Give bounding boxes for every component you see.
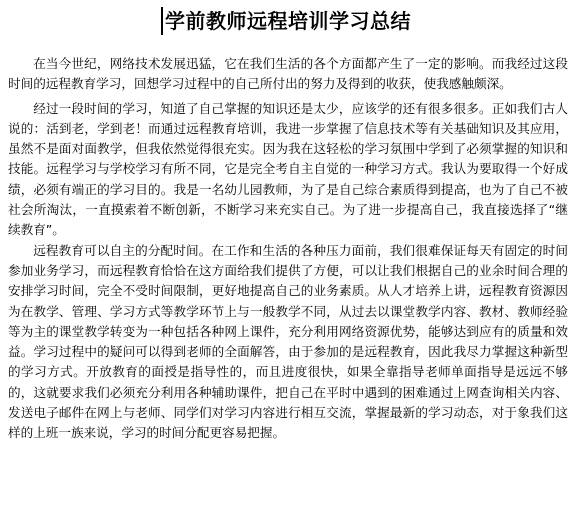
paragraph-2[interactable]: 经过一段时间的学习，知道了自己掌握的知识还是太少，应该学的还有很多很多。正如我们古人说的：活到老，学到老！而通过远程教育培训，我进一步掌握了信息技术等有关基础知识及其应用，虽然不是面对面教学，但我依然觉得很充实。因为我在这轻松的学习氛围中学到了必须掌握的知识和技能。远程学习与学校学习有所不同，它是完全考自主自觉的一种学习方式。我认为要取得一个好成绩，必须有端正的学习目的。我是一名幼儿园教师，为了是自己综合素质得到提高，也为了自己不被社会所淘汰，一直摸索着不断创新，不断学习来充实自己。为了进一步提高自己，我直接选择了“继续教育”。 [8, 100, 568, 238]
document-title[interactable] [165, 8, 411, 34]
title-row [8, 8, 568, 48]
document-title-text: 学前教师远程培训学习总结 [165, 9, 411, 33]
paragraph-1[interactable]: 在当今世纪，网络技术发展迅猛，它在我们生活的各个方面都产生了一定的影响。而我经过这段时间的远程教育学习，回想学习过程中的自己所付出的努力及得到的收获，使我感触颇深。 [8, 56, 568, 92]
text-cursor [161, 7, 163, 35]
paragraph-3[interactable]: 远程教育可以自主的分配时间。在工作和生活的各种压力面前，我们很难保证每天有固定的时间参加业务学习，而远程教育恰恰在这方面给我们提供了方便，可以让我们根据自己的业余时间合理的安排学习时间，完全不受时间限制，更好地提高自己的业务素质。从人才培养上讲，远程教育资源因为在教学、管理、学习方式等教学环节上与一般教学不同，从过去以课堂教学内容、教材、教师经验等为主的课堂教学转变为一种包括各种网上课件，充分利用网络资源优势，能够达到应有的质量和效益。学习过程中的疑问可以得到老师的全面解答，由于参加的是远程教育，因此我尽力掌握这种新型的学习方式。开放教育的面授是指导性的，而且进度很快，如果全靠指导老师单面指导是远远不够的，这就要求我们必须充分利用各种辅助课件，把自己在平时中遇到的困难通过上网查询相关内容、发送电子邮件在网上与老师、同学们对学习内容进行相互交流，掌握最新的学习动态，对于象我们这样的上班一族来说，学习的时间分配更容易把握。 [8, 242, 568, 441]
